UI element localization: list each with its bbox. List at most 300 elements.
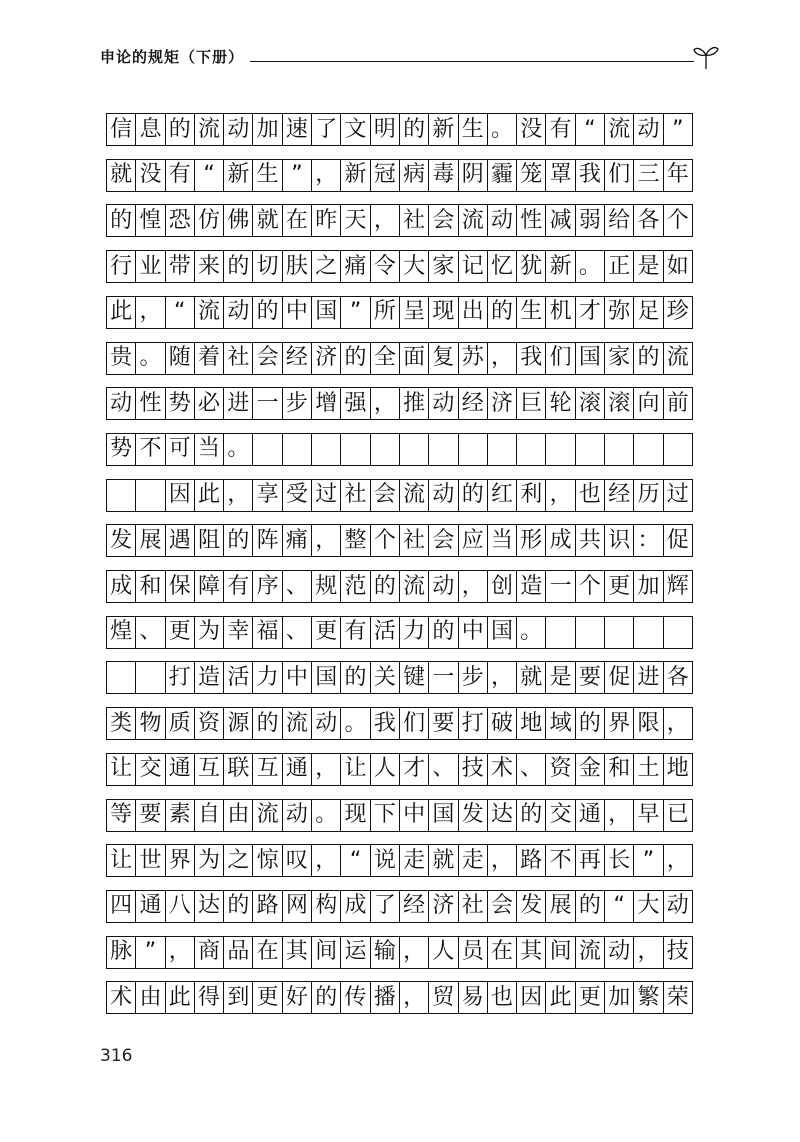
grid-cell: 来 bbox=[195, 251, 224, 282]
grid-cell: 经 bbox=[283, 343, 312, 374]
grid-cell: 大 bbox=[634, 891, 663, 922]
grid-cell: ， bbox=[664, 708, 693, 739]
grid-cell: 成 bbox=[546, 525, 575, 556]
grid-cell: 的 bbox=[634, 343, 663, 374]
grid-cell: 社 bbox=[400, 525, 429, 556]
grid-cell: 有 bbox=[224, 571, 253, 602]
grid-cell: 新 bbox=[224, 160, 253, 191]
grid-cell: 给 bbox=[605, 205, 634, 236]
grid-cell: 域 bbox=[546, 708, 575, 739]
grid-cell: 天 bbox=[341, 205, 370, 236]
grid-cell: 的 bbox=[341, 662, 370, 693]
grid-cell: 是 bbox=[634, 251, 663, 282]
grid-cell: 巨 bbox=[517, 388, 546, 419]
grid-cell: 传 bbox=[341, 982, 370, 1013]
grid-cell: 社 bbox=[459, 891, 488, 922]
grid-cell bbox=[283, 434, 312, 465]
grid-cell: 因 bbox=[166, 480, 195, 511]
grid-cell: 的 bbox=[459, 480, 488, 511]
grid-cell: 为 bbox=[195, 617, 224, 648]
grid-cell: 受 bbox=[283, 480, 312, 511]
grid-cell: 社 bbox=[341, 480, 370, 511]
grid-cell: 和 bbox=[605, 754, 634, 785]
grid-cell: 人 bbox=[429, 937, 458, 968]
grid-cell: 一 bbox=[429, 662, 458, 693]
grid-cell: ， bbox=[664, 845, 693, 876]
grid-cell: 新 bbox=[429, 114, 458, 145]
grid-cell: 此 bbox=[166, 982, 195, 1013]
grid-cell: 减 bbox=[546, 205, 575, 236]
grid-cell: ， bbox=[224, 480, 253, 511]
grid-cell: ， bbox=[371, 205, 400, 236]
grid-cell: 到 bbox=[224, 982, 253, 1013]
grid-cell: 了 bbox=[312, 114, 341, 145]
grid-cell: 动 bbox=[664, 891, 693, 922]
grid-cell: 四 bbox=[107, 891, 136, 922]
grid-cell: 们 bbox=[400, 708, 429, 739]
grid-cell: 的 bbox=[517, 800, 546, 831]
grid-cell: 关 bbox=[371, 662, 400, 693]
grid-cell: 力 bbox=[400, 617, 429, 648]
grid-cell bbox=[634, 617, 663, 648]
grid-cell: 了 bbox=[371, 891, 400, 922]
grid-cell: 三 bbox=[634, 160, 663, 191]
manuscript-row bbox=[106, 250, 693, 283]
grid-cell: 佛 bbox=[224, 205, 253, 236]
grid-cell: 金 bbox=[576, 754, 605, 785]
grid-cell: 通 bbox=[576, 800, 605, 831]
grid-cell: 之 bbox=[312, 251, 341, 282]
grid-cell: 人 bbox=[371, 754, 400, 785]
grid-cell: 。 bbox=[517, 617, 546, 648]
manuscript-row bbox=[106, 159, 693, 192]
grid-cell: 展 bbox=[136, 525, 165, 556]
grid-cell: 要 bbox=[576, 662, 605, 693]
grid-cell: 让 bbox=[107, 754, 136, 785]
grid-cell: ， bbox=[634, 937, 663, 968]
grid-cell bbox=[605, 617, 634, 648]
grid-cell: 阻 bbox=[195, 525, 224, 556]
grid-cell: 让 bbox=[107, 845, 136, 876]
grid-cell bbox=[546, 617, 575, 648]
grid-cell: 流 bbox=[253, 800, 282, 831]
grid-cell: 个 bbox=[576, 571, 605, 602]
grid-cell: ， bbox=[371, 388, 400, 419]
grid-cell: 增 bbox=[312, 388, 341, 419]
grid-cell: 济 bbox=[488, 388, 517, 419]
grid-cell bbox=[664, 617, 693, 648]
grid-cell: 利 bbox=[517, 480, 546, 511]
grid-cell: ： bbox=[634, 525, 663, 556]
grid-cell: 活 bbox=[371, 617, 400, 648]
grid-cell: 个 bbox=[371, 525, 400, 556]
grid-cell: 术 bbox=[488, 754, 517, 785]
manuscript-row bbox=[106, 844, 693, 877]
grid-cell: 阴 bbox=[459, 160, 488, 191]
grid-cell: 其 bbox=[517, 937, 546, 968]
grid-cell: 加 bbox=[253, 114, 282, 145]
grid-cell: ” bbox=[136, 937, 165, 968]
grid-cell: 进 bbox=[634, 662, 663, 693]
grid-cell: 。 bbox=[576, 251, 605, 282]
grid-cell: 由 bbox=[136, 982, 165, 1013]
grid-cell: 要 bbox=[136, 800, 165, 831]
grid-cell bbox=[400, 434, 429, 465]
grid-cell: ， bbox=[488, 845, 517, 876]
grid-cell: 质 bbox=[166, 708, 195, 739]
grid-cell: 之 bbox=[224, 845, 253, 876]
grid-cell: 走 bbox=[400, 845, 429, 876]
grid-cell: ， bbox=[312, 525, 341, 556]
grid-cell: 的 bbox=[224, 891, 253, 922]
grid-cell: 家 bbox=[429, 251, 458, 282]
grid-cell: 会 bbox=[488, 891, 517, 922]
manuscript-row bbox=[106, 707, 693, 740]
grid-cell: 国 bbox=[312, 297, 341, 328]
grid-cell: 各 bbox=[664, 662, 693, 693]
grid-cell: 福 bbox=[253, 617, 282, 648]
grid-cell: 路 bbox=[253, 891, 282, 922]
grid-cell: 国 bbox=[312, 662, 341, 693]
grid-cell: 通 bbox=[136, 891, 165, 922]
grid-cell: 所 bbox=[371, 297, 400, 328]
grid-cell: 、 bbox=[429, 754, 458, 785]
grid-cell: 就 bbox=[107, 160, 136, 191]
manuscript-row bbox=[106, 890, 693, 923]
grid-cell: 流 bbox=[459, 205, 488, 236]
grid-cell: 流 bbox=[664, 343, 693, 374]
grid-cell: 明 bbox=[371, 114, 400, 145]
grid-cell: 动 bbox=[312, 708, 341, 739]
grid-cell: 动 bbox=[488, 205, 517, 236]
grid-cell: ， bbox=[488, 662, 517, 693]
grid-cell: 足 bbox=[634, 297, 663, 328]
grid-cell: 的 bbox=[400, 114, 429, 145]
grid-cell: 恐 bbox=[166, 205, 195, 236]
grid-cell: 弱 bbox=[576, 205, 605, 236]
grid-cell: 生 bbox=[517, 297, 546, 328]
grid-cell: 中 bbox=[283, 297, 312, 328]
grid-cell: 在 bbox=[253, 937, 282, 968]
grid-cell: 们 bbox=[546, 343, 575, 374]
manuscript-row bbox=[106, 661, 693, 694]
grid-cell: 资 bbox=[195, 708, 224, 739]
grid-cell: 术 bbox=[107, 982, 136, 1013]
grid-cell: 更 bbox=[166, 617, 195, 648]
grid-cell: 犹 bbox=[517, 251, 546, 282]
grid-cell: 个 bbox=[664, 205, 693, 236]
grid-cell: 打 bbox=[166, 662, 195, 693]
grid-cell bbox=[253, 434, 282, 465]
grid-cell: 国 bbox=[488, 617, 517, 648]
grid-cell: 享 bbox=[253, 480, 282, 511]
grid-cell: 历 bbox=[634, 480, 663, 511]
grid-cell: 没 bbox=[517, 114, 546, 145]
grid-cell: 动 bbox=[107, 388, 136, 419]
grid-cell: ， bbox=[400, 937, 429, 968]
grid-cell: 创 bbox=[488, 571, 517, 602]
grid-cell bbox=[488, 434, 517, 465]
grid-cell: 流 bbox=[283, 708, 312, 739]
grid-cell: 切 bbox=[253, 251, 282, 282]
grid-cell: 经 bbox=[605, 480, 634, 511]
grid-cell: 向 bbox=[634, 388, 663, 419]
grid-cell: 一 bbox=[546, 571, 575, 602]
grid-cell: 世 bbox=[136, 845, 165, 876]
grid-cell: 弥 bbox=[605, 297, 634, 328]
grid-cell: 中 bbox=[283, 662, 312, 693]
grid-cell: 破 bbox=[488, 708, 517, 739]
grid-cell: 势 bbox=[107, 434, 136, 465]
grid-cell: ” bbox=[341, 297, 370, 328]
grid-cell: ， bbox=[312, 160, 341, 191]
grid-cell: 地 bbox=[664, 754, 693, 785]
grid-cell: 技 bbox=[664, 937, 693, 968]
grid-cell: 物 bbox=[136, 708, 165, 739]
manuscript-row bbox=[106, 479, 693, 512]
grid-cell: 长 bbox=[605, 845, 634, 876]
grid-cell: 也 bbox=[488, 982, 517, 1013]
grid-cell: 的 bbox=[576, 708, 605, 739]
manuscript-row bbox=[106, 981, 693, 1014]
grid-cell: 流 bbox=[195, 297, 224, 328]
grid-cell: 、 bbox=[136, 617, 165, 648]
grid-cell: 必 bbox=[195, 388, 224, 419]
grid-cell: 活 bbox=[224, 662, 253, 693]
grid-cell bbox=[136, 662, 165, 693]
grid-cell: 此 bbox=[546, 982, 575, 1013]
grid-cell: 互 bbox=[253, 754, 282, 785]
grid-cell: 土 bbox=[634, 754, 663, 785]
grid-cell bbox=[136, 480, 165, 511]
grid-cell: 不 bbox=[546, 845, 575, 876]
grid-cell: 界 bbox=[166, 845, 195, 876]
grid-cell: 强 bbox=[341, 388, 370, 419]
grid-cell: 输 bbox=[371, 937, 400, 968]
grid-cell bbox=[634, 434, 663, 465]
grid-cell: 等 bbox=[107, 800, 136, 831]
grid-cell: 好 bbox=[283, 982, 312, 1013]
grid-cell: 阵 bbox=[253, 525, 282, 556]
grid-cell: 。 bbox=[312, 800, 341, 831]
grid-cell: 中 bbox=[459, 617, 488, 648]
grid-cell: 前 bbox=[664, 388, 693, 419]
grid-cell: 会 bbox=[371, 480, 400, 511]
grid-cell: 类 bbox=[107, 708, 136, 739]
grid-cell: 煌 bbox=[107, 617, 136, 648]
grid-cell: 其 bbox=[283, 937, 312, 968]
grid-cell: 说 bbox=[371, 845, 400, 876]
grid-cell: 间 bbox=[312, 937, 341, 968]
grid-cell: 仿 bbox=[195, 205, 224, 236]
grid-cell: 文 bbox=[341, 114, 370, 145]
grid-cell bbox=[576, 617, 605, 648]
grid-cell: 才 bbox=[400, 754, 429, 785]
grid-cell: 发 bbox=[459, 800, 488, 831]
manuscript-row bbox=[106, 113, 693, 146]
grid-cell: 。 bbox=[224, 434, 253, 465]
grid-cell: 经 bbox=[400, 891, 429, 922]
grid-cell: 早 bbox=[634, 800, 663, 831]
grid-cell: 生 bbox=[459, 114, 488, 145]
grid-cell: 此 bbox=[107, 297, 136, 328]
grid-cell: 一 bbox=[253, 388, 282, 419]
grid-cell: ， bbox=[136, 297, 165, 328]
grid-cell: 流 bbox=[576, 937, 605, 968]
grid-cell: 动 bbox=[429, 480, 458, 511]
grid-cell: 进 bbox=[224, 388, 253, 419]
grid-cell: 发 bbox=[107, 525, 136, 556]
grid-cell: 路 bbox=[517, 845, 546, 876]
grid-cell: 当 bbox=[488, 525, 517, 556]
grid-cell: 此 bbox=[195, 480, 224, 511]
grid-cell: 走 bbox=[459, 845, 488, 876]
grid-cell: 机 bbox=[546, 297, 575, 328]
grid-cell: 展 bbox=[546, 891, 575, 922]
grid-cell: 动 bbox=[429, 571, 458, 602]
grid-cell: 造 bbox=[195, 662, 224, 693]
grid-cell: 脉 bbox=[107, 937, 136, 968]
grid-cell: 下 bbox=[371, 800, 400, 831]
grid-cell: 的 bbox=[371, 571, 400, 602]
grid-cell: 社 bbox=[400, 205, 429, 236]
manuscript-row bbox=[106, 296, 693, 329]
grid-cell: 各 bbox=[634, 205, 663, 236]
grid-cell: “ bbox=[576, 114, 605, 145]
grid-cell: 在 bbox=[283, 205, 312, 236]
grid-cell bbox=[341, 434, 370, 465]
grid-cell: ” bbox=[634, 845, 663, 876]
grid-cell: 冠 bbox=[371, 160, 400, 191]
manuscript-row bbox=[106, 799, 693, 832]
grid-cell: 济 bbox=[312, 343, 341, 374]
grid-cell: 有 bbox=[546, 114, 575, 145]
grid-cell: 成 bbox=[341, 891, 370, 922]
grid-cell: 们 bbox=[605, 160, 634, 191]
grid-cell: 。 bbox=[488, 114, 517, 145]
manuscript-row bbox=[106, 570, 693, 603]
grid-cell: 当 bbox=[195, 434, 224, 465]
grid-cell: 肤 bbox=[283, 251, 312, 282]
grid-cell: 间 bbox=[546, 937, 575, 968]
grid-cell bbox=[312, 434, 341, 465]
grid-cell: 因 bbox=[517, 982, 546, 1013]
grid-cell: 形 bbox=[517, 525, 546, 556]
grid-cell: 年 bbox=[664, 160, 693, 191]
manuscript-row bbox=[106, 204, 693, 237]
grid-cell: 国 bbox=[429, 800, 458, 831]
grid-cell: 范 bbox=[341, 571, 370, 602]
grid-cell: “ bbox=[341, 845, 370, 876]
grid-cell: 已 bbox=[664, 800, 693, 831]
grid-cell: 业 bbox=[136, 251, 165, 282]
grid-cell: 速 bbox=[283, 114, 312, 145]
grid-cell: 资 bbox=[546, 754, 575, 785]
page-number: 316 bbox=[100, 1046, 133, 1066]
grid-cell: 记 bbox=[459, 251, 488, 282]
grid-cell: 的 bbox=[576, 891, 605, 922]
grid-cell: 造 bbox=[517, 571, 546, 602]
grid-cell: 交 bbox=[136, 754, 165, 785]
grid-cell: 带 bbox=[166, 251, 195, 282]
grid-cell: 辉 bbox=[664, 571, 693, 602]
grid-cell: 是 bbox=[546, 662, 575, 693]
grid-cell: 通 bbox=[166, 754, 195, 785]
manuscript-row bbox=[106, 433, 693, 466]
grid-cell: 推 bbox=[400, 388, 429, 419]
grid-cell: 成 bbox=[107, 571, 136, 602]
grid-cell: 通 bbox=[283, 754, 312, 785]
grid-cell: “ bbox=[166, 297, 195, 328]
grid-cell: 达 bbox=[488, 800, 517, 831]
grid-cell: 应 bbox=[459, 525, 488, 556]
grid-cell: 互 bbox=[195, 754, 224, 785]
grid-cell: 保 bbox=[166, 571, 195, 602]
grid-cell: 达 bbox=[195, 891, 224, 922]
grid-cell: 息 bbox=[136, 114, 165, 145]
grid-cell: 的 bbox=[224, 525, 253, 556]
grid-cell: 滚 bbox=[605, 388, 634, 419]
grid-cell: 有 bbox=[166, 160, 195, 191]
manuscript-row bbox=[106, 342, 693, 375]
grid-cell bbox=[429, 434, 458, 465]
grid-cell bbox=[546, 434, 575, 465]
grid-cell: ” bbox=[283, 160, 312, 191]
grid-cell: 播 bbox=[371, 982, 400, 1013]
grid-cell: 由 bbox=[224, 800, 253, 831]
grid-cell: 的 bbox=[224, 251, 253, 282]
grid-cell: 社 bbox=[224, 343, 253, 374]
grid-cell: 笼 bbox=[517, 160, 546, 191]
grid-cell: 障 bbox=[195, 571, 224, 602]
grid-cell: 就 bbox=[253, 205, 282, 236]
grid-cell: 珍 bbox=[664, 297, 693, 328]
grid-cell: 势 bbox=[166, 388, 195, 419]
grid-cell: 运 bbox=[341, 937, 370, 968]
grid-cell: 地 bbox=[517, 708, 546, 739]
grid-cell: 共 bbox=[576, 525, 605, 556]
grid-cell: 素 bbox=[166, 800, 195, 831]
grid-cell: 在 bbox=[488, 937, 517, 968]
grid-cell: 霾 bbox=[488, 160, 517, 191]
grid-cell bbox=[459, 434, 488, 465]
grid-cell: 才 bbox=[576, 297, 605, 328]
grid-cell: 动 bbox=[429, 388, 458, 419]
grid-cell: 的 bbox=[107, 205, 136, 236]
grid-cell: 更 bbox=[576, 982, 605, 1013]
grid-cell: 贵 bbox=[107, 343, 136, 374]
grid-cell: 呈 bbox=[400, 297, 429, 328]
grid-cell: 发 bbox=[517, 891, 546, 922]
grid-cell: 着 bbox=[195, 343, 224, 374]
grid-cell: “ bbox=[195, 160, 224, 191]
grid-cell: 中 bbox=[400, 800, 429, 831]
grid-cell: 力 bbox=[253, 662, 282, 693]
grid-cell: 痛 bbox=[341, 251, 370, 282]
grid-cell: 叹 bbox=[283, 845, 312, 876]
grid-cell: 更 bbox=[605, 571, 634, 602]
grid-cell: 出 bbox=[459, 297, 488, 328]
grid-cell: 行 bbox=[107, 251, 136, 282]
grid-cell: 的 bbox=[341, 343, 370, 374]
grid-cell: 痛 bbox=[283, 525, 312, 556]
grid-cell: ， bbox=[400, 982, 429, 1013]
grid-cell: 惊 bbox=[253, 845, 282, 876]
grid-cell: 我 bbox=[517, 343, 546, 374]
grid-cell: 贸 bbox=[429, 982, 458, 1013]
grid-cell: 忆 bbox=[488, 251, 517, 282]
grid-cell: 。 bbox=[136, 343, 165, 374]
